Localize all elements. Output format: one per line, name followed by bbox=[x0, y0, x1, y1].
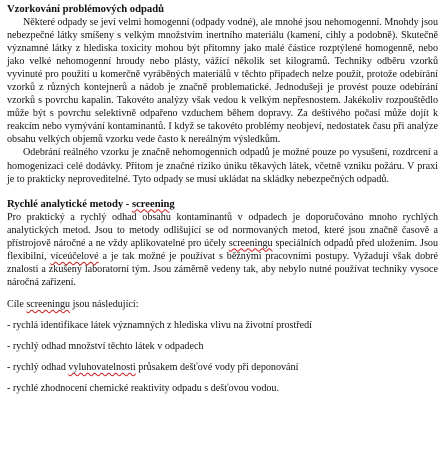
spellcheck-flagged-word[interactable]: vyluhovatelnosti bbox=[68, 361, 136, 373]
paragraph-text: a je tak možné je používat s běžnými pracovními postupy. Vyžadují však dobré znalosti a zkušený laboratorní tým. Jsou záměrně vedeny tak, aby nebylo nutné používat techniky vysoce náročná zařízení. bbox=[7, 250, 439, 288]
paragraph-spacing bbox=[7, 353, 438, 361]
paragraph-vzorkovani-1: Některé odpady se jeví velmi homogenní (odpady vodné), ale mnohé jsou nehomogenní. Mnohdy jsou nebezpečné látky smíšeny s velkým množstvím inertního materiálu (kamení, cihly a podobně). Skutečně významné látky z hlediska toxicity mohou být přítomny jako malé částice rozptýlené homogenně, nebo jako velké nehomogenní hroudy nebo plásty, vážící několik set kilogramů. Techniky odběru vzorků vyvinuté pro použití u komerčně vyráběných materiálů v těchto případech nelze použít, protože odebírání vzorků z různých kontejnerů a nádob je značně problematické. Jednodušeji je provést pouze odebírání vzorků s povrchu kapalin. Takovéto analýzy však vedou k velkým nepřesnostem. Jakékoliv rozpouštědlo může být s povrchu selektivně odpařeno vzduchem během dopravy. Za deštivého počasí může dojít k reakcím nebo vymývání kontaminantů. I když se takovéto problémy neobjeví, nedostatek času při analýze obsahu velkých objemů vzorku vede často k nereálným výsledkům. bbox=[7, 17, 438, 146]
spellcheck-flagged-word[interactable]: screeningu bbox=[228, 237, 273, 249]
section-heading-screening bbox=[7, 198, 438, 211]
list-intro-text: Cíle bbox=[7, 298, 27, 310]
paragraph-spacing bbox=[7, 311, 438, 319]
spellcheck-flagged-word[interactable]: víceúčelové bbox=[50, 250, 99, 262]
paragraph-spacing bbox=[7, 374, 438, 382]
heading-text: Rychlé analytické metody - bbox=[7, 198, 132, 210]
paragraph-screening-1 bbox=[7, 211, 438, 289]
list-item-text: - rychlý odhad bbox=[7, 361, 69, 373]
paragraph-spacing bbox=[7, 186, 438, 198]
spellcheck-flagged-word[interactable]: screening bbox=[131, 198, 175, 210]
list-item bbox=[7, 340, 438, 353]
list-intro bbox=[7, 298, 438, 311]
paragraph-text: speciálních odpadů před uložením. Jsou flexibilní, bbox=[7, 237, 438, 262]
paragraph-spacing bbox=[7, 289, 438, 298]
list-item-text: - rychlá identifikace látek významných z hlediska vlivu na životní prostředí bbox=[7, 319, 312, 331]
list-item bbox=[7, 361, 438, 374]
paragraph-spacing bbox=[7, 332, 438, 340]
section-heading-vzorkovani: Vzorkování problémových odpadů bbox=[7, 4, 164, 15]
list-item-text: průsakem dešťové vody při deponování bbox=[135, 361, 299, 373]
list-item bbox=[7, 319, 438, 332]
list-item-text: - rychlé zhodnocení chemické reaktivity odpadu s dešťovou vodou. bbox=[7, 382, 279, 394]
list-intro-text: jsou následující: bbox=[70, 298, 139, 310]
paragraph-vzorkovani-2: Odebrání reálného vzorku je značně nehomogenních odpadů je možné pouze po vysušení, rozdrcení a homogenizaci celé dodávky. Přitom je značné riziko úniku těkavých látek, včetně vzniku požáru. V praxi je to prakticky neproveditelné. Tyto odpady se musí ukládat na skládky nebezpečných odpadů. bbox=[7, 147, 438, 185]
paragraph-text: Pro praktický a rychlý odhad obsahu kontaminantů v odpadech je doporučováno mnoho rychlých analytických metod. Jsou to metody odlišující se od normovaných metod, které jsou značně časově a přístrojově náročné a ne vždy aplikovatelné pro účely bbox=[7, 211, 438, 249]
list-item-text: - rychlý odhad množství těchto látek v odpadech bbox=[7, 340, 204, 352]
list-item bbox=[7, 382, 438, 395]
spellcheck-flagged-word[interactable]: screeningu bbox=[26, 298, 71, 310]
